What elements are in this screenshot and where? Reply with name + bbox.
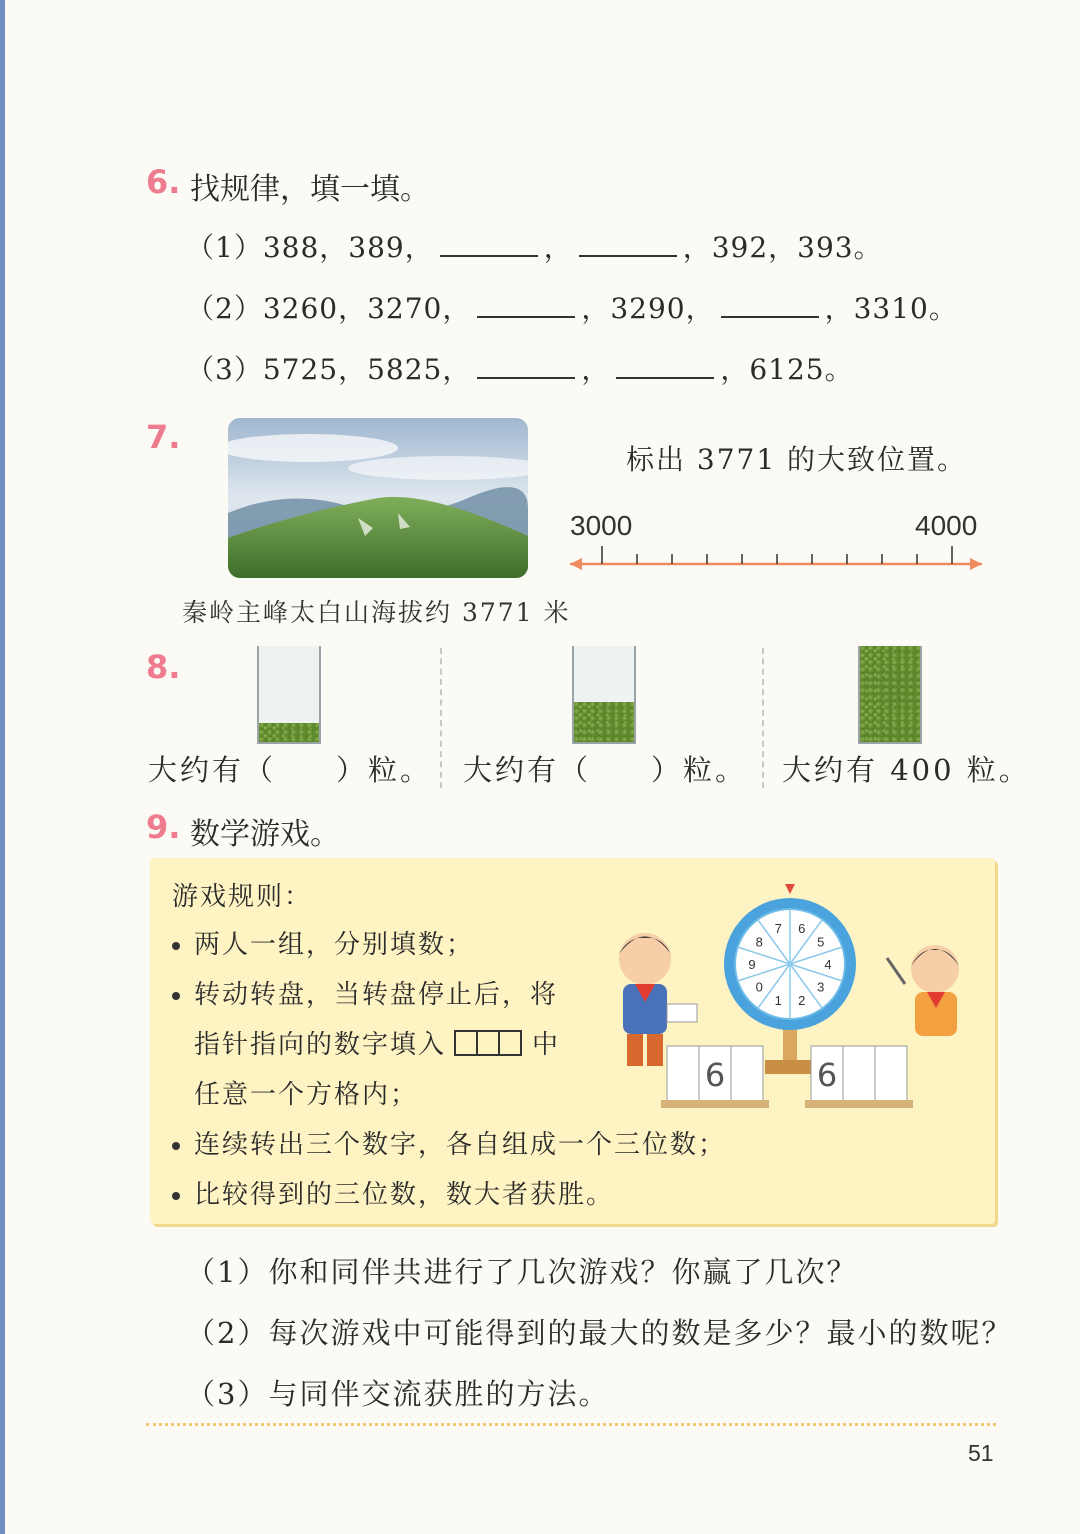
- dashed-divider: [440, 648, 442, 788]
- q6-line1: [186, 226, 883, 266]
- footer-dotted-line: [146, 1423, 996, 1426]
- q6-line3-text-c: ，6125。: [720, 353, 854, 386]
- answer-blank[interactable]: [440, 235, 538, 257]
- rule-4: [172, 1174, 614, 1211]
- wheel-number: 3: [817, 979, 825, 995]
- rules-title: 游戏规则：: [172, 882, 313, 912]
- rule-1: [172, 924, 474, 961]
- q6-line3-text-a: （3）5725，5825，: [186, 353, 472, 386]
- q7-instruction: 标出 3771 的大致位置。: [626, 443, 968, 476]
- q7-number: 7.: [146, 418, 181, 456]
- rule-2-text-a: 转动转盘，当转盘停止后，将: [194, 980, 559, 1010]
- q6-line2-text-c: ，3310。: [824, 292, 958, 325]
- q6-line2: [186, 287, 958, 327]
- beans-1: [259, 723, 319, 742]
- wheel-number: 1: [774, 993, 782, 1009]
- q9-title: 数学游戏。: [190, 817, 340, 852]
- q6-line1-text-b: ，: [543, 231, 573, 264]
- bean-jar-2: [572, 646, 636, 744]
- rule-2-text-c: 中: [532, 1030, 561, 1060]
- rule-2-cont: [194, 1024, 560, 1063]
- q6-line2-text-a: （2）3260，3270，: [186, 292, 472, 325]
- jar2-label-a: 大约有（: [463, 753, 592, 787]
- number-line[interactable]: [566, 544, 986, 574]
- number-line-end-label: 4000: [915, 510, 978, 541]
- q8-number: 8.: [146, 648, 181, 686]
- card-left-digit: 6: [704, 1056, 726, 1094]
- wheel-number: 6: [798, 920, 806, 936]
- three-box-icon: [456, 1030, 522, 1063]
- page-edge: [0, 0, 5, 1534]
- q6-line1-text-c: ，392，393。: [682, 231, 883, 264]
- bean-jar-3: [858, 646, 922, 744]
- answer-blank[interactable]: [477, 357, 575, 379]
- answer-blank[interactable]: [477, 296, 575, 318]
- mountain-photo: [228, 418, 528, 578]
- q6-line2-text-b: ，3290，: [581, 292, 715, 325]
- jar2-label: [463, 748, 747, 789]
- q9-number: 9.: [146, 808, 181, 846]
- jar2-label-b: ）粒。: [651, 753, 748, 787]
- wheel-number: 2: [798, 993, 806, 1009]
- photo-caption: 秦岭主峰太白山海拔约 3771 米: [182, 598, 571, 627]
- rule-3: [172, 1124, 726, 1161]
- q6-line1-text-a: （1）388，389，: [186, 231, 434, 264]
- arrow-right-icon: [970, 558, 982, 570]
- jar3-label: 大约有 400 粒。: [782, 753, 1031, 787]
- wheel-number: 4: [824, 957, 832, 972]
- jar1-label-b: ）粒。: [336, 753, 433, 787]
- rule-2-text-b: 指针指向的数字填入: [194, 1030, 447, 1060]
- rule-2-end: 任意一个方格内；: [194, 1080, 419, 1110]
- rule-1-text: 两人一组，分别填数；: [194, 930, 475, 960]
- dashed-divider: [762, 648, 764, 788]
- q6-line3-text-b: ，: [581, 353, 611, 386]
- jar1-label-a: 大约有（: [148, 753, 277, 787]
- q6-line3: [186, 348, 854, 388]
- arrow-left-icon: [570, 558, 582, 570]
- answer-blank[interactable]: [616, 357, 714, 379]
- beans-3: [860, 646, 920, 742]
- page-number: 51: [968, 1440, 994, 1466]
- game-rules-box: [150, 858, 995, 1224]
- q6-title: 找规律，填一填。: [190, 172, 430, 207]
- wheel-number: 8: [755, 934, 763, 950]
- wheel-number: 7: [774, 920, 782, 936]
- bean-jar-1: [257, 646, 321, 744]
- wheel-number: 9: [748, 957, 756, 972]
- q9-sub3: （3）与同伴交流获胜的方法。: [186, 1377, 610, 1411]
- wheel-number: 0: [755, 979, 763, 995]
- answer-blank[interactable]: [579, 235, 677, 257]
- rule-2: [172, 974, 558, 1011]
- answer-blank[interactable]: [721, 296, 819, 318]
- number-line-start-label: 3000: [570, 510, 633, 541]
- rule-3-text: 连续转出三个数字，各自组成一个三位数；: [194, 1130, 727, 1160]
- spinner-game-illustration: [605, 884, 985, 1114]
- q6-number: 6.: [146, 163, 181, 201]
- rule-4-text: 比较得到的三位数，数大者获胜。: [194, 1180, 615, 1210]
- card-right-digit: 6: [816, 1056, 838, 1094]
- beans-2: [574, 702, 634, 742]
- q9-sub2: （2）每次游戏中可能得到的最大的数是多少？最小的数呢？: [186, 1316, 1013, 1350]
- jar1-label: [148, 748, 432, 789]
- q9-sub1: （1）你和同伴共进行了几次游戏？你赢了几次？: [186, 1255, 858, 1289]
- wheel-number: 5: [817, 934, 825, 950]
